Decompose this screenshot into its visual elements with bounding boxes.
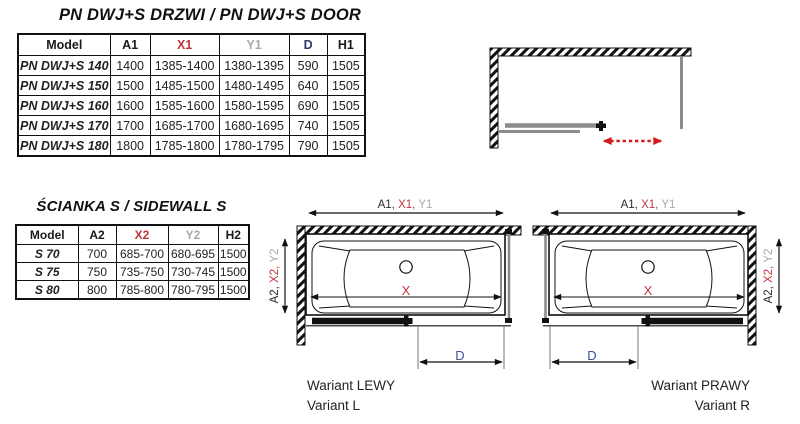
x-dimension-label: X: [643, 283, 653, 298]
door-handle: [596, 124, 606, 129]
model-cell: S 80: [16, 281, 78, 300]
sidewall-spec-table: [15, 224, 250, 300]
value-cell: 800: [78, 281, 116, 300]
value-cell: 1680-1695: [219, 116, 289, 136]
value-cell: 1585-1600: [150, 96, 219, 116]
dim-a1-part: A1,: [377, 199, 395, 211]
value-cell: 790: [289, 136, 327, 157]
table-row: [18, 76, 365, 96]
dim-a1-part: A1,: [620, 199, 638, 211]
door-handle: [404, 316, 409, 327]
door-table-title: PN DWJ+S DRZWI / PN DWJ+S DOOR: [58, 6, 362, 24]
model-cell: S 75: [16, 263, 78, 281]
value-cell: 780-795: [168, 281, 218, 300]
dim-y2-part: Y2: [269, 248, 281, 263]
value-cell: 1580-1595: [219, 96, 289, 116]
value-cell: 690: [289, 96, 327, 116]
dimension-label-a1: [340, 199, 470, 211]
value-cell: 1505: [327, 136, 365, 157]
table-row: [18, 56, 365, 76]
bathtub-outline: [549, 234, 748, 315]
value-cell: 640: [289, 76, 327, 96]
dimension-label-a2: [763, 236, 779, 316]
value-cell: 1500: [218, 281, 249, 300]
dimension-label-a1: [583, 199, 713, 211]
wall-left-hatch: [297, 226, 305, 345]
value-cell: 1500: [110, 76, 150, 96]
d-dimension-label: D: [455, 348, 465, 363]
value-cell: 1400: [110, 56, 150, 76]
variant-left-caption: [307, 376, 395, 416]
glass-bracket: [505, 318, 512, 323]
d-dimension-label: D: [587, 348, 597, 363]
model-cell: S 70: [16, 245, 78, 263]
dimension-label-a2: [269, 236, 285, 316]
door-handle: [409, 318, 413, 324]
value-cell: 1800: [110, 136, 150, 157]
value-cell: 1505: [327, 76, 365, 96]
dim-y1-part: Y1: [418, 199, 433, 211]
value-cell: 1380-1395: [219, 56, 289, 76]
sidewall-table-title: ŚCIANKA S / SIDEWALL S: [36, 198, 227, 215]
column-header: X1: [150, 34, 219, 56]
model-cell: PN DWJ+S 180: [18, 136, 110, 157]
door-spec-table: [17, 33, 366, 157]
column-header: A1: [110, 34, 150, 56]
value-cell: 785-800: [116, 281, 168, 300]
value-cell: 1485-1500: [150, 76, 219, 96]
column-header: H1: [327, 34, 365, 56]
wall-right-hatch: [748, 226, 756, 345]
value-cell: 750: [78, 263, 116, 281]
dim-x1-part: X1,: [398, 199, 416, 211]
variant-right-line2: Variant R: [694, 398, 750, 413]
model-cell: PN DWJ+S 150: [18, 76, 110, 96]
variant-right-caption: [598, 376, 750, 416]
bathtub-outline: [306, 234, 505, 315]
column-header: Y1: [219, 34, 289, 56]
glass-bracket: [542, 229, 549, 234]
table-row: [18, 96, 365, 116]
column-header: A2: [78, 225, 116, 245]
value-cell: 1500: [218, 263, 249, 281]
column-header: Y2: [168, 225, 218, 245]
value-cell: 740: [289, 116, 327, 136]
value-cell: 1505: [327, 116, 365, 136]
column-header: D: [289, 34, 327, 56]
table-row: [16, 281, 249, 300]
drain-circle: [642, 261, 654, 273]
value-cell: 1700: [110, 116, 150, 136]
value-cell: 685-700: [116, 245, 168, 263]
x-dimension-label: X: [401, 283, 411, 298]
door-handle: [646, 316, 651, 327]
wall-left-hatch: [490, 48, 498, 148]
wall-top-hatch: [490, 48, 691, 56]
dim-a2-part: A2,: [269, 286, 281, 304]
model-cell: PN DWJ+S 160: [18, 96, 110, 116]
table-row: [18, 116, 365, 136]
column-header: Model: [16, 225, 78, 245]
value-cell: 735-750: [116, 263, 168, 281]
value-cell: 1500: [218, 245, 249, 263]
dim-a2-part: A2,: [763, 286, 775, 304]
door-sidewall-schematic: [490, 48, 691, 148]
column-header: X2: [116, 225, 168, 245]
dim-y1-part: Y1: [661, 199, 676, 211]
glass-bracket: [505, 229, 512, 234]
column-header: H2: [218, 225, 249, 245]
dim-x1-part: X1,: [641, 199, 659, 211]
dim-y2-part: Y2: [763, 248, 775, 263]
model-cell: PN DWJ+S 140: [18, 56, 110, 76]
value-cell: 1505: [327, 56, 365, 76]
dim-x2-part: X2,: [763, 265, 775, 283]
header-row: [18, 34, 365, 56]
value-cell: 1780-1795: [219, 136, 289, 157]
variant-left-line1: Wariant LEWY: [307, 378, 396, 393]
value-cell: 1685-1700: [150, 116, 219, 136]
value-cell: 590: [289, 56, 327, 76]
door-handle: [642, 318, 646, 324]
value-cell: 1505: [327, 96, 365, 116]
value-cell: 700: [78, 245, 116, 263]
value-cell: 1785-1800: [150, 136, 219, 157]
table-row: [16, 245, 249, 263]
table-row: [16, 263, 249, 281]
value-cell: 730-745: [168, 263, 218, 281]
variant-left-line2: Variant L: [307, 398, 361, 413]
header-row: [16, 225, 249, 245]
value-cell: 680-695: [168, 245, 218, 263]
variant-right-line1: Wariant PRAWY: [651, 378, 750, 393]
glass-bracket: [542, 318, 549, 323]
value-cell: 1480-1495: [219, 76, 289, 96]
model-cell: PN DWJ+S 170: [18, 116, 110, 136]
drain-circle: [400, 261, 412, 273]
dim-x2-part: X2,: [269, 265, 281, 283]
column-header: Model: [18, 34, 110, 56]
value-cell: 1385-1400: [150, 56, 219, 76]
table-row: [18, 136, 365, 157]
value-cell: 1600: [110, 96, 150, 116]
